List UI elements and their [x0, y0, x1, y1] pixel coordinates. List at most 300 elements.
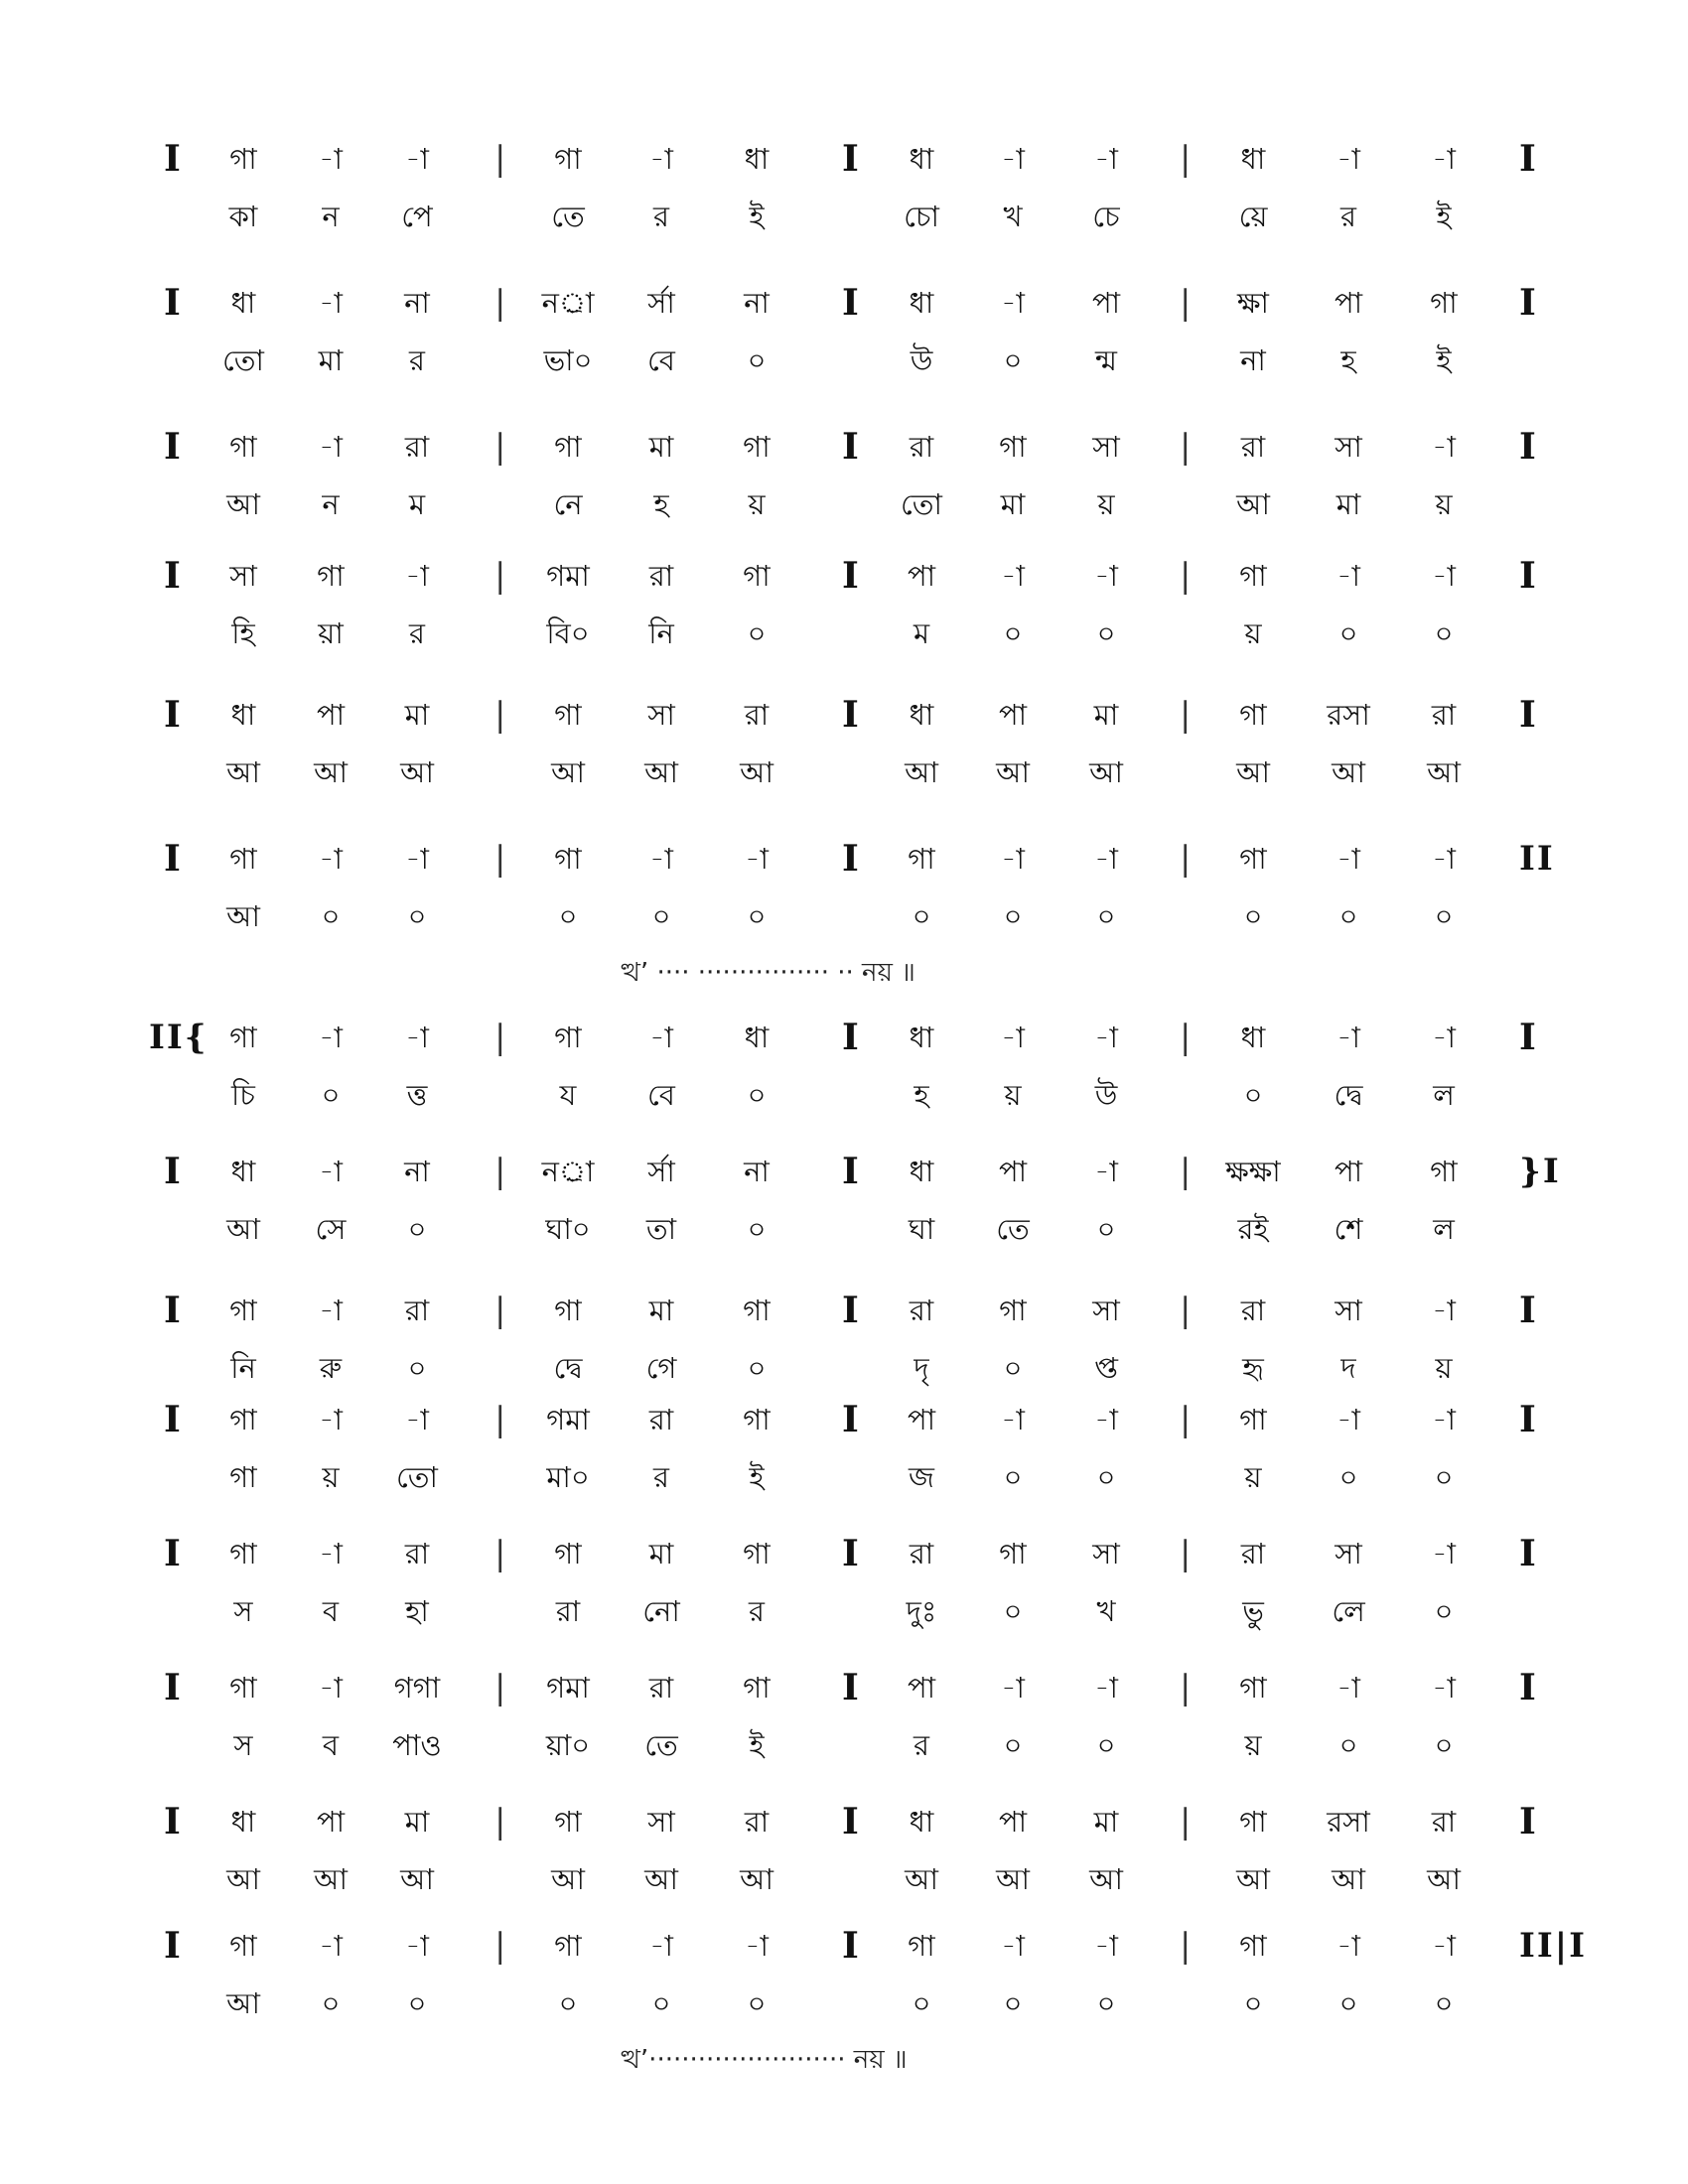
lyric-syllable: নি: [648, 616, 674, 650]
swara-note: -া: [319, 1155, 343, 1188]
lyric-syllable: র: [653, 1460, 669, 1494]
bar-mark: I: [1519, 555, 1536, 597]
lyric-syllable: আ: [226, 1862, 260, 1896]
bar-mark: I: [1519, 1801, 1536, 1843]
bar-mark: |: [1180, 1018, 1192, 1057]
swara-note: -া: [1336, 559, 1360, 593]
lyric-syllable: র: [1340, 200, 1356, 233]
swara-note: গা: [743, 559, 771, 593]
lyric-syllable: ০: [407, 899, 427, 933]
lyric-syllable: পাও: [392, 1728, 442, 1762]
lyric-syllable: য়: [1244, 616, 1262, 650]
swara-note: গমা: [546, 1403, 590, 1436]
swara-note: রা: [648, 559, 674, 593]
bar-mark: I: [842, 282, 859, 324]
lyric-syllable: ০: [1338, 616, 1358, 650]
lyric-syllable: য়: [1244, 1460, 1262, 1494]
swara-note: রা: [1431, 698, 1457, 732]
lyric-syllable: হ: [1340, 343, 1356, 377]
swara-note: পা: [316, 698, 346, 732]
lyric-syllable: হ: [914, 1078, 929, 1112]
lyric-syllable: ০: [747, 343, 767, 377]
swara-note: -া: [319, 1671, 343, 1705]
swara-note: রা: [404, 1294, 430, 1327]
lyric-syllable: ০: [1243, 1986, 1263, 2020]
lyric-syllable: য: [559, 1078, 577, 1112]
lyric-syllable: আ: [1236, 487, 1270, 521]
lyric-syllable: বি০: [546, 616, 590, 650]
lyric-syllable: আ: [551, 755, 585, 789]
bar-mark: I: [842, 838, 859, 880]
lyric-syllable: না: [1240, 343, 1266, 377]
swara-note: -া: [1336, 1929, 1360, 1963]
bar-mark: I: [1519, 694, 1536, 736]
swara-note: -া: [319, 1021, 343, 1054]
swara-note: -া: [745, 842, 769, 876]
swara-note: মা: [648, 1537, 674, 1570]
swara-note: ধা: [744, 142, 770, 176]
lyric-syllable: ল: [1433, 1212, 1455, 1246]
swara-note: ধা: [1240, 1021, 1266, 1054]
bar-mark: |: [1180, 695, 1192, 735]
lyric-syllable: ০: [1243, 899, 1263, 933]
lyric-syllable: আ: [740, 755, 774, 789]
bar-mark: I: [842, 1533, 859, 1574]
swara-note: গা: [554, 698, 582, 732]
lyric-syllable: ০: [912, 1986, 931, 2020]
refrain-cue-text: ত্থ’························ নয় ॥: [621, 2045, 908, 2075]
swara-note: রা: [744, 698, 770, 732]
bar-mark: I: [164, 282, 181, 324]
bar-mark: I: [1519, 1533, 1536, 1574]
lyric-syllable: ই: [1436, 343, 1452, 377]
lyric-syllable: মা: [1336, 487, 1361, 521]
swara-note: ধা: [230, 286, 256, 320]
lyric-syllable: ০: [321, 1078, 341, 1112]
lyric-syllable: নি: [230, 1351, 256, 1385]
lyric-syllable: আ: [400, 755, 434, 789]
swara-note: গা: [229, 1537, 257, 1570]
lyric-syllable: মা: [318, 343, 344, 377]
swara-note: গা: [554, 1929, 582, 1963]
bar-mark: I: [1519, 282, 1536, 324]
swara-note: -া: [1001, 1671, 1025, 1705]
lyric-syllable: তে: [551, 200, 585, 233]
lyric-syllable: চো: [904, 200, 939, 233]
bar-mark: |: [494, 1152, 506, 1191]
lyric-syllable: ০: [1434, 1594, 1454, 1628]
bar-mark: |: [494, 1802, 506, 1842]
lyric-syllable: তে: [644, 1728, 678, 1762]
bar-mark: |: [1180, 556, 1192, 596]
bar-mark: |: [494, 427, 506, 467]
swara-note: ধা: [909, 142, 934, 176]
lyric-syllable: তে: [996, 1212, 1030, 1246]
bar-mark: I: [1519, 1017, 1536, 1058]
swara-note: পা: [998, 698, 1028, 732]
lyric-syllable: ০: [747, 1078, 767, 1112]
lyric-syllable: হি: [231, 616, 255, 650]
bar-mark: I: [164, 838, 181, 880]
swara-note: গা: [1430, 286, 1458, 320]
lyric-syllable: ০: [1003, 1728, 1023, 1762]
lyric-syllable: গে: [645, 1351, 677, 1385]
bar-mark: |: [1180, 1926, 1192, 1966]
swara-note: গা: [908, 1929, 935, 1963]
swara-note: -া: [1432, 142, 1456, 176]
lyric-syllable: আ: [314, 755, 348, 789]
swara-note: পা: [1334, 286, 1363, 320]
bar-mark: I: [164, 1290, 181, 1331]
lyric-syllable: তো: [901, 487, 942, 521]
swara-note: মা: [1093, 698, 1119, 732]
lyric-syllable: রই: [1237, 1212, 1269, 1246]
swara-note: মা: [404, 1805, 430, 1839]
swara-note: গা: [554, 142, 582, 176]
bar-mark: I: [1519, 1399, 1536, 1440]
bar-mark: |: [1180, 427, 1192, 467]
bar-mark: |: [494, 1400, 506, 1439]
lyric-syllable: ই: [749, 1728, 765, 1762]
lyric-syllable: ব: [322, 1594, 340, 1628]
swara-note: গা: [743, 1403, 771, 1436]
bar-mark: |: [1180, 1291, 1192, 1330]
lyric-syllable: ন: [322, 487, 340, 521]
bar-mark: |: [1180, 283, 1192, 323]
swara-note: রা: [909, 430, 934, 464]
lyric-syllable: ০: [1434, 899, 1454, 933]
swara-note: রা: [909, 1294, 934, 1327]
bar-mark: |: [494, 695, 506, 735]
swara-note: পা: [907, 1671, 936, 1705]
swara-note: ধা: [230, 698, 256, 732]
lyric-syllable: উ: [910, 343, 933, 377]
swara-note: -া: [1432, 559, 1456, 593]
swara-note: -া: [319, 1403, 343, 1436]
lyric-syllable: হৃ: [1242, 1351, 1264, 1385]
swara-note: গা: [999, 430, 1027, 464]
lyric-syllable: য়: [322, 1460, 340, 1494]
swara-note: -া: [405, 142, 429, 176]
swara-note: -া: [649, 142, 673, 176]
lyric-syllable: আ: [996, 1862, 1030, 1896]
bar-mark: |: [494, 283, 506, 323]
swara-note: -া: [649, 1929, 673, 1963]
swara-note: পা: [998, 1805, 1028, 1839]
swara-note: গা: [999, 1537, 1027, 1570]
lyric-syllable: শে: [1334, 1212, 1363, 1246]
swara-note: -া: [1094, 1021, 1118, 1054]
lyric-syllable: রু: [319, 1351, 343, 1385]
lyric-syllable: র: [409, 343, 425, 377]
swara-note: -া: [1094, 559, 1118, 593]
swara-note: -া: [1094, 1671, 1118, 1705]
lyric-syllable: আ: [905, 1862, 938, 1896]
lyric-syllable: য়: [1244, 1728, 1262, 1762]
swara-note: গা: [554, 842, 582, 876]
lyric-syllable: আ: [226, 755, 260, 789]
swara-note: না: [744, 286, 770, 320]
swara-note: গা: [229, 1403, 257, 1436]
swara-note: -া: [1432, 1403, 1456, 1436]
bar-mark: |: [1180, 1400, 1192, 1439]
swara-note: রা: [404, 430, 430, 464]
bar-mark: I: [164, 1151, 181, 1192]
swara-note: গা: [1239, 1403, 1267, 1436]
swara-note: র্সা: [647, 286, 675, 320]
lyric-syllable: নো: [642, 1594, 680, 1628]
swara-note: রা: [648, 1671, 674, 1705]
bar-mark: II{: [149, 1018, 209, 1057]
swara-note: -া: [1001, 559, 1025, 593]
bar-mark: }I: [1519, 1152, 1561, 1191]
lyric-syllable: তো: [396, 1460, 438, 1494]
swara-note: -া: [1336, 1403, 1360, 1436]
lyric-syllable: র: [749, 1594, 765, 1628]
swara-note: -া: [1094, 1403, 1118, 1436]
lyric-syllable: ০: [747, 1986, 767, 2020]
swara-note: -া: [1432, 1021, 1456, 1054]
swara-note: না: [744, 1155, 770, 1188]
lyric-syllable: আ: [996, 755, 1030, 789]
lyric-syllable: ০: [1003, 1351, 1023, 1385]
lyric-syllable: আ: [1427, 755, 1461, 789]
swara-note: -া: [1432, 842, 1456, 876]
lyric-syllable: য়: [1097, 487, 1115, 521]
bar-mark: |: [494, 1018, 506, 1057]
swara-note: -া: [1336, 842, 1360, 876]
lyric-syllable: ০: [1338, 1728, 1358, 1762]
lyric-syllable: ০: [1003, 343, 1023, 377]
lyric-syllable: র: [409, 616, 425, 650]
swara-note: -া: [1432, 1671, 1456, 1705]
lyric-syllable: আ: [226, 487, 260, 521]
swara-note: -া: [1094, 1155, 1118, 1188]
bar-mark: I: [164, 1399, 181, 1440]
swara-note: -া: [405, 842, 429, 876]
swara-note: না: [404, 1155, 430, 1188]
swara-note: মা: [648, 430, 674, 464]
swara-note: -া: [745, 1929, 769, 1963]
bar-mark: |: [1180, 1802, 1192, 1842]
swara-note: সা: [1335, 1537, 1362, 1570]
lyric-syllable: ০: [1434, 616, 1454, 650]
swara-note: -া: [319, 142, 343, 176]
swara-note: পা: [907, 559, 936, 593]
swara-note: সা: [1335, 430, 1362, 464]
lyric-syllable: দ্বে: [1334, 1078, 1363, 1112]
lyric-syllable: জ: [909, 1460, 934, 1494]
lyric-syllable: আ: [551, 1862, 585, 1896]
lyric-syllable: মা: [1000, 487, 1026, 521]
lyric-syllable: ০: [1243, 1078, 1263, 1112]
swara-note: গা: [1239, 1671, 1267, 1705]
lyric-syllable: ০: [747, 1351, 767, 1385]
lyric-syllable: ই: [1436, 200, 1452, 233]
swara-note: নর্া: [541, 1155, 595, 1188]
swara-note: রা: [909, 1537, 934, 1570]
bar-mark: II: [1519, 839, 1555, 879]
bar-mark: |: [494, 1926, 506, 1966]
swara-note: রা: [404, 1537, 430, 1570]
lyric-syllable: ম: [408, 487, 426, 521]
swara-note: রা: [1240, 1537, 1266, 1570]
swara-note: পা: [998, 1155, 1028, 1188]
bar-mark: I: [842, 426, 859, 468]
lyric-syllable: য়: [1004, 1078, 1022, 1112]
bar-mark: I: [164, 1801, 181, 1843]
swara-note: পা: [316, 1805, 346, 1839]
lyric-syllable: ০: [651, 899, 671, 933]
swara-note: -া: [1001, 1403, 1025, 1436]
swara-note: -া: [405, 1929, 429, 1963]
lyric-syllable: ভা০: [543, 343, 593, 377]
lyric-syllable: লে: [1332, 1594, 1365, 1628]
lyric-syllable: ০: [747, 616, 767, 650]
swara-note: ধা: [1240, 142, 1266, 176]
swara-note: ধা: [230, 1805, 256, 1839]
swara-note: পা: [1334, 1155, 1363, 1188]
lyric-syllable: দ্বে: [553, 1351, 583, 1385]
lyric-syllable: ০: [1096, 1728, 1116, 1762]
bar-mark: I: [1519, 1290, 1536, 1331]
lyric-syllable: ০: [407, 1986, 427, 2020]
bar-mark: I: [164, 694, 181, 736]
lyric-syllable: কা: [228, 200, 258, 233]
swara-note: -া: [319, 286, 343, 320]
lyric-syllable: গা: [229, 1460, 257, 1494]
swara-note: গা: [554, 1294, 582, 1327]
swara-note: গা: [317, 559, 345, 593]
swara-note: রা: [1240, 1294, 1266, 1327]
swara-note: রা: [1240, 430, 1266, 464]
swara-note: গা: [1239, 559, 1267, 593]
swara-note: নর্া: [541, 286, 595, 320]
swara-note: -া: [1432, 1929, 1456, 1963]
lyric-syllable: আ: [905, 755, 938, 789]
swara-note: গা: [1239, 1929, 1267, 1963]
bar-mark: |: [1180, 839, 1192, 879]
lyric-syllable: আ: [1089, 1862, 1123, 1896]
swara-note: সা: [1092, 430, 1120, 464]
swara-note: -া: [1336, 1671, 1360, 1705]
lyric-syllable: স: [233, 1594, 253, 1628]
lyric-syllable: ০: [1096, 1986, 1116, 2020]
lyric-syllable: আ: [644, 1862, 678, 1896]
lyric-syllable: চি: [231, 1078, 255, 1112]
lyric-syllable: হ: [653, 487, 669, 521]
lyric-syllable: ০: [1003, 1594, 1023, 1628]
swara-note: মা: [404, 698, 430, 732]
lyric-syllable: ০: [747, 899, 767, 933]
lyric-syllable: ০: [407, 1212, 427, 1246]
bar-mark: I: [164, 1667, 181, 1708]
lyric-syllable: ০: [321, 899, 341, 933]
swara-note: গা: [229, 142, 257, 176]
lyric-syllable: ০: [1338, 1460, 1358, 1494]
lyric-syllable: আ: [740, 1862, 774, 1896]
bar-mark: I: [842, 138, 859, 180]
bar-mark: |: [494, 839, 506, 879]
lyric-syllable: নে: [553, 487, 583, 521]
lyric-syllable: ০: [1096, 899, 1116, 933]
lyric-syllable: চে: [1092, 200, 1120, 233]
lyric-syllable: ঘা০: [545, 1212, 591, 1246]
lyric-syllable: আ: [226, 1212, 260, 1246]
bar-mark: I: [842, 1925, 859, 1967]
swara-note: গা: [743, 1671, 771, 1705]
swara-note: গা: [229, 430, 257, 464]
swara-note: রা: [1431, 1805, 1457, 1839]
swara-note: রসা: [1327, 1805, 1370, 1839]
bar-mark: |: [494, 1668, 506, 1707]
lyric-syllable: ০: [1003, 899, 1023, 933]
lyric-syllable: আ: [314, 1862, 348, 1896]
lyric-syllable: আ: [1236, 755, 1270, 789]
lyric-syllable: ব: [322, 1728, 340, 1762]
lyric-syllable: য়ে: [1238, 200, 1268, 233]
swara-note: -া: [1432, 1294, 1456, 1327]
swara-note: গা: [1239, 1805, 1267, 1839]
swara-note: র্সা: [647, 1155, 675, 1188]
lyric-syllable: ০: [558, 899, 578, 933]
swara-note: রা: [648, 1403, 674, 1436]
swara-note: -া: [1094, 1929, 1118, 1963]
swara-note: -া: [649, 1021, 673, 1054]
refrain-cue-text: ত্থ’ ···· ················ ·· নয় ॥: [621, 958, 915, 988]
lyric-syllable: তো: [222, 343, 264, 377]
lyric-syllable: আ: [226, 899, 260, 933]
lyric-syllable: প্ত: [1094, 1351, 1118, 1385]
bar-mark: I: [842, 694, 859, 736]
swara-note: -া: [319, 1537, 343, 1570]
lyric-syllable: য়: [1435, 1351, 1453, 1385]
lyric-syllable: বে: [647, 1078, 675, 1112]
swara-note: সা: [229, 559, 257, 593]
swara-note: -া: [1001, 1929, 1025, 1963]
bar-mark: |: [1180, 1152, 1192, 1191]
lyric-syllable: ভু: [1242, 1594, 1264, 1628]
swara-note: গা: [908, 842, 935, 876]
swara-note: সা: [1092, 1294, 1120, 1327]
lyric-syllable: ০: [321, 1986, 341, 2020]
lyric-syllable: বে: [647, 343, 675, 377]
lyric-syllable: য়া০: [545, 1728, 591, 1762]
swara-note: -া: [319, 430, 343, 464]
lyric-syllable: আ: [1332, 755, 1365, 789]
swara-note: গা: [743, 1294, 771, 1327]
lyric-syllable: য়: [1435, 487, 1453, 521]
lyric-syllable: য়: [748, 487, 766, 521]
lyric-syllable: আ: [644, 755, 678, 789]
lyric-syllable: ত্ত: [406, 1078, 428, 1112]
swara-note: রসা: [1327, 698, 1370, 732]
lyric-syllable: র: [653, 200, 669, 233]
lyric-syllable: ০: [1096, 1212, 1116, 1246]
bar-mark: I: [164, 555, 181, 597]
swara-note: গমা: [546, 559, 590, 593]
lyric-syllable: দৃ: [914, 1351, 929, 1385]
swara-note: গা: [1239, 842, 1267, 876]
swara-note: -া: [405, 1403, 429, 1436]
swara-note: গমা: [546, 1671, 590, 1705]
lyric-syllable: দ: [1340, 1351, 1356, 1385]
lyric-syllable: ০: [912, 899, 931, 933]
bar-mark: I: [164, 1533, 181, 1574]
bar-mark: |: [494, 1534, 506, 1573]
swara-note: পা: [1091, 286, 1121, 320]
bar-mark: |: [1180, 1668, 1192, 1707]
